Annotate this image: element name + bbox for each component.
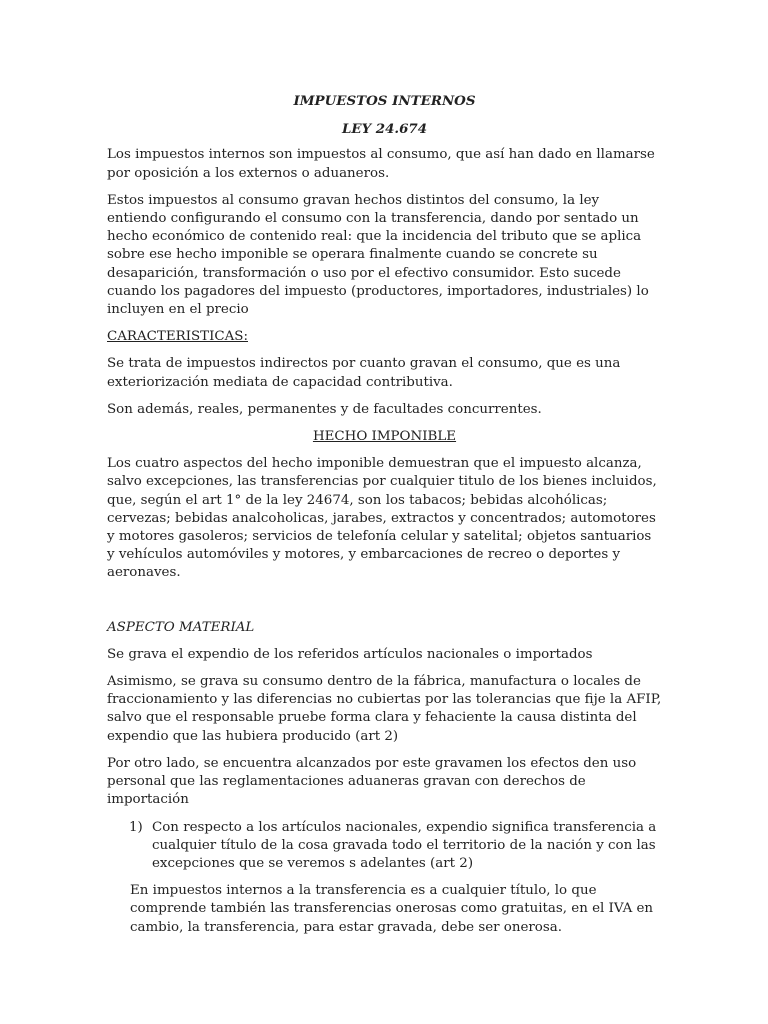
heading-hecho-imponible: HECHO IMPONIBLE [312, 429, 457, 445]
paragraph-asimismo: Asimismo, se grava su consumo dentro de la fábrica, manufactura o locales de fraccionamiento y las diferencias no cubiertas por las tolerancias que fije la AFIP, salvo que el responsable pruebe forma clara y fehaciente la causa distinta del expendio que las hubiera producido (art 2) [107, 674, 662, 744]
paragraph-indirectos: Se trata de impuestos indirectos por cuanto gravan el consumo, que es una exteriorización mediata de capacidad contributiva. [107, 356, 621, 390]
paragraph-cuatro-aspectos: Los cuatro aspectos del hecho imponible demuestran que el impuesto alcanza, salvo excepciones, las transferencias por cualquier titulo de los bienes incluidos, que, según el art 1° de la ley 24674, son los tabacos; bebidas alcohólicas; cervezas; bebidas analcoholicas, jarabes, extractos y concentrados; automotores y motores gasoleros; servicios de telefonía celular y satelital; objetos santuarios y vehículos automóviles y motores, y embarcaciones de recreo o deportes y aeronaves. [107, 456, 657, 581]
paragraph-reales: Son además, reales, permanentes y de facultades concurrentes. [107, 401, 542, 417]
paragraph-consumo: Estos impuestos al consumo gravan hechos distintos del consumo, la ley entiendo configurando el consumo con la transferencia, dando por sentado un hecho económico de contenido real: que la incidencia del tributo que se aplica sobre ese hecho imponible se operara finalmente cuando se concrete su desaparición, transformación o uso por el efectivo consumidor. Esto sucede cuando los pagadores del impuesto (productores, importadores, industriales) lo incluyen en el precio [107, 192, 649, 318]
heading-aspecto-material: ASPECTO MATERIAL [107, 619, 255, 635]
document-body [107, 92, 662, 946]
document-subtitle: LEY 24.674 [341, 121, 428, 138]
document-title: IMPUESTOS INTERNOS [293, 93, 476, 109]
list-number: 1) [129, 819, 143, 835]
paragraph-intro: Los impuestos internos son impuestos al consumo, que así han dado en llamarse por oposición a los externos o aduaneros. [107, 147, 655, 181]
list-item [107, 819, 662, 874]
heading-caracteristicas: CARACTERISTICAS: [107, 329, 248, 345]
paragraph-expendio: Se grava el expendio de los referidos artículos nacionales o importados [107, 646, 593, 662]
blank-line [107, 592, 662, 619]
list-item-text: Con respecto a los artículos nacionales, expendio significa transferencia a cualquier título de la cosa gravada todo el territorio de la nación y con las excepciones que se veremos s adelantes (art 2) [152, 819, 657, 871]
paragraph-transferencia: En impuestos internos a la transferencia es a cualquier título, lo que comprende también las transferencias onerosas como gratuitas, en el IVA en cambio, la transferencia, para estar gravada, debe ser onerosa. [130, 883, 654, 935]
paragraph-por-otro-lado: Por otro lado, se encuentra alcanzados por este gravamen los efectos den uso personal que las reglamentaciones aduaneras gravan con derechos de importación [107, 755, 637, 808]
